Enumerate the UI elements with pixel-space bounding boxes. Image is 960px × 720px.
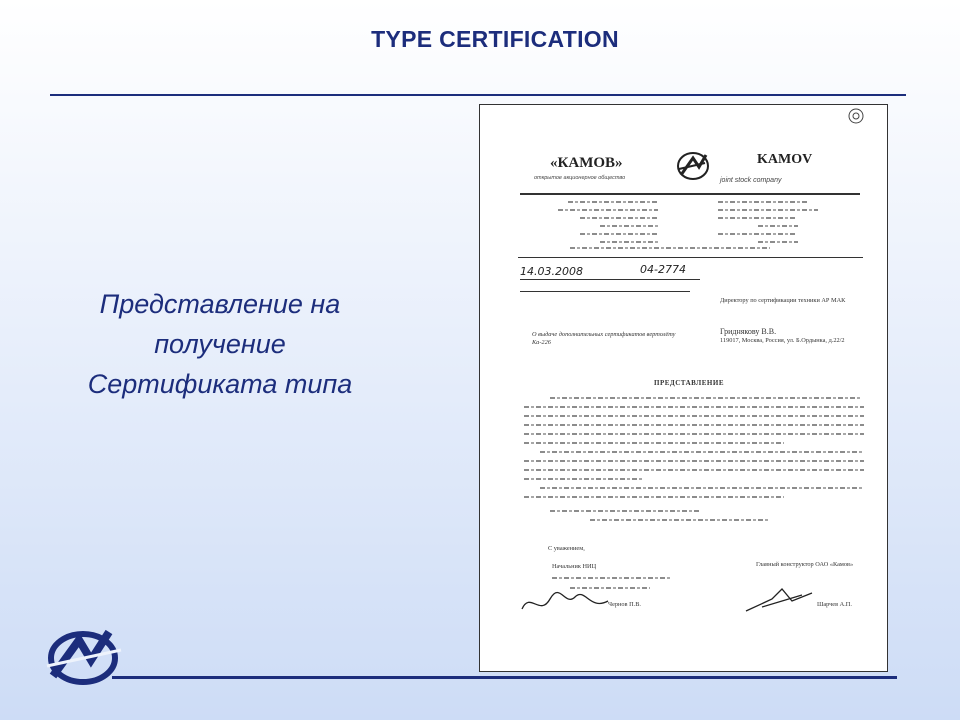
subtitle-line-2: получение <box>154 329 286 359</box>
doc-addressee-3: 119017, Москва, Россия, ул. Б.Ордынка, д.22/2 <box>720 337 845 344</box>
left-signature-icon <box>520 587 610 617</box>
kamov-logo-icon <box>675 149 711 183</box>
bottom-divider <box>112 676 897 679</box>
header-divider <box>520 193 860 195</box>
subtitle-line-1: Представление на <box>99 289 341 319</box>
corner-stamp-icon <box>847 107 865 125</box>
doc-company-ru-sub: открытое акционерное общество <box>534 175 626 181</box>
doc-signer-left-title: Начальник НИЦ <box>552 563 597 570</box>
doc-addressee-1: Директору по сертификации техники АР МАК <box>720 297 846 304</box>
scanned-document <box>479 104 888 672</box>
doc-number-handwritten: 04-2774 <box>640 263 686 276</box>
doc-closing: С уважением, <box>548 545 585 552</box>
slide-title: TYPE CERTIFICATION <box>371 26 619 52</box>
doc-addressee-2: Гриднякову В.В. <box>720 327 777 336</box>
doc-heading: ПРЕДСТАВЛЕНИЕ <box>654 379 724 387</box>
doc-regard: О выдаче дополнительных сертификатов вертолёту Ка-226 <box>532 331 676 346</box>
doc-date-handwritten: 14.03.2008 <box>520 265 583 278</box>
subtitle-line-3: Сертификата типа <box>87 369 353 399</box>
doc-signer-left-name: Чернов П.В. <box>608 601 641 608</box>
top-divider <box>50 94 906 96</box>
date-underline <box>520 279 700 280</box>
signer-left-line <box>552 577 672 579</box>
doc-signer-right-title: Главный конструктор ОАО «Камов» <box>756 561 854 568</box>
doc-company-en-sub: joint stock company <box>720 177 782 184</box>
right-signature-icon <box>742 581 832 615</box>
doc-signer-right-name: Шарчев А.П. <box>817 601 852 608</box>
ref-underline <box>520 291 690 292</box>
ref-divider <box>518 257 863 258</box>
slide-subtitle <box>40 284 400 404</box>
doc-company-ru: «КАМОВ» <box>550 155 623 171</box>
doc-company-en: KAMOV <box>757 152 813 167</box>
email-line <box>570 247 770 249</box>
